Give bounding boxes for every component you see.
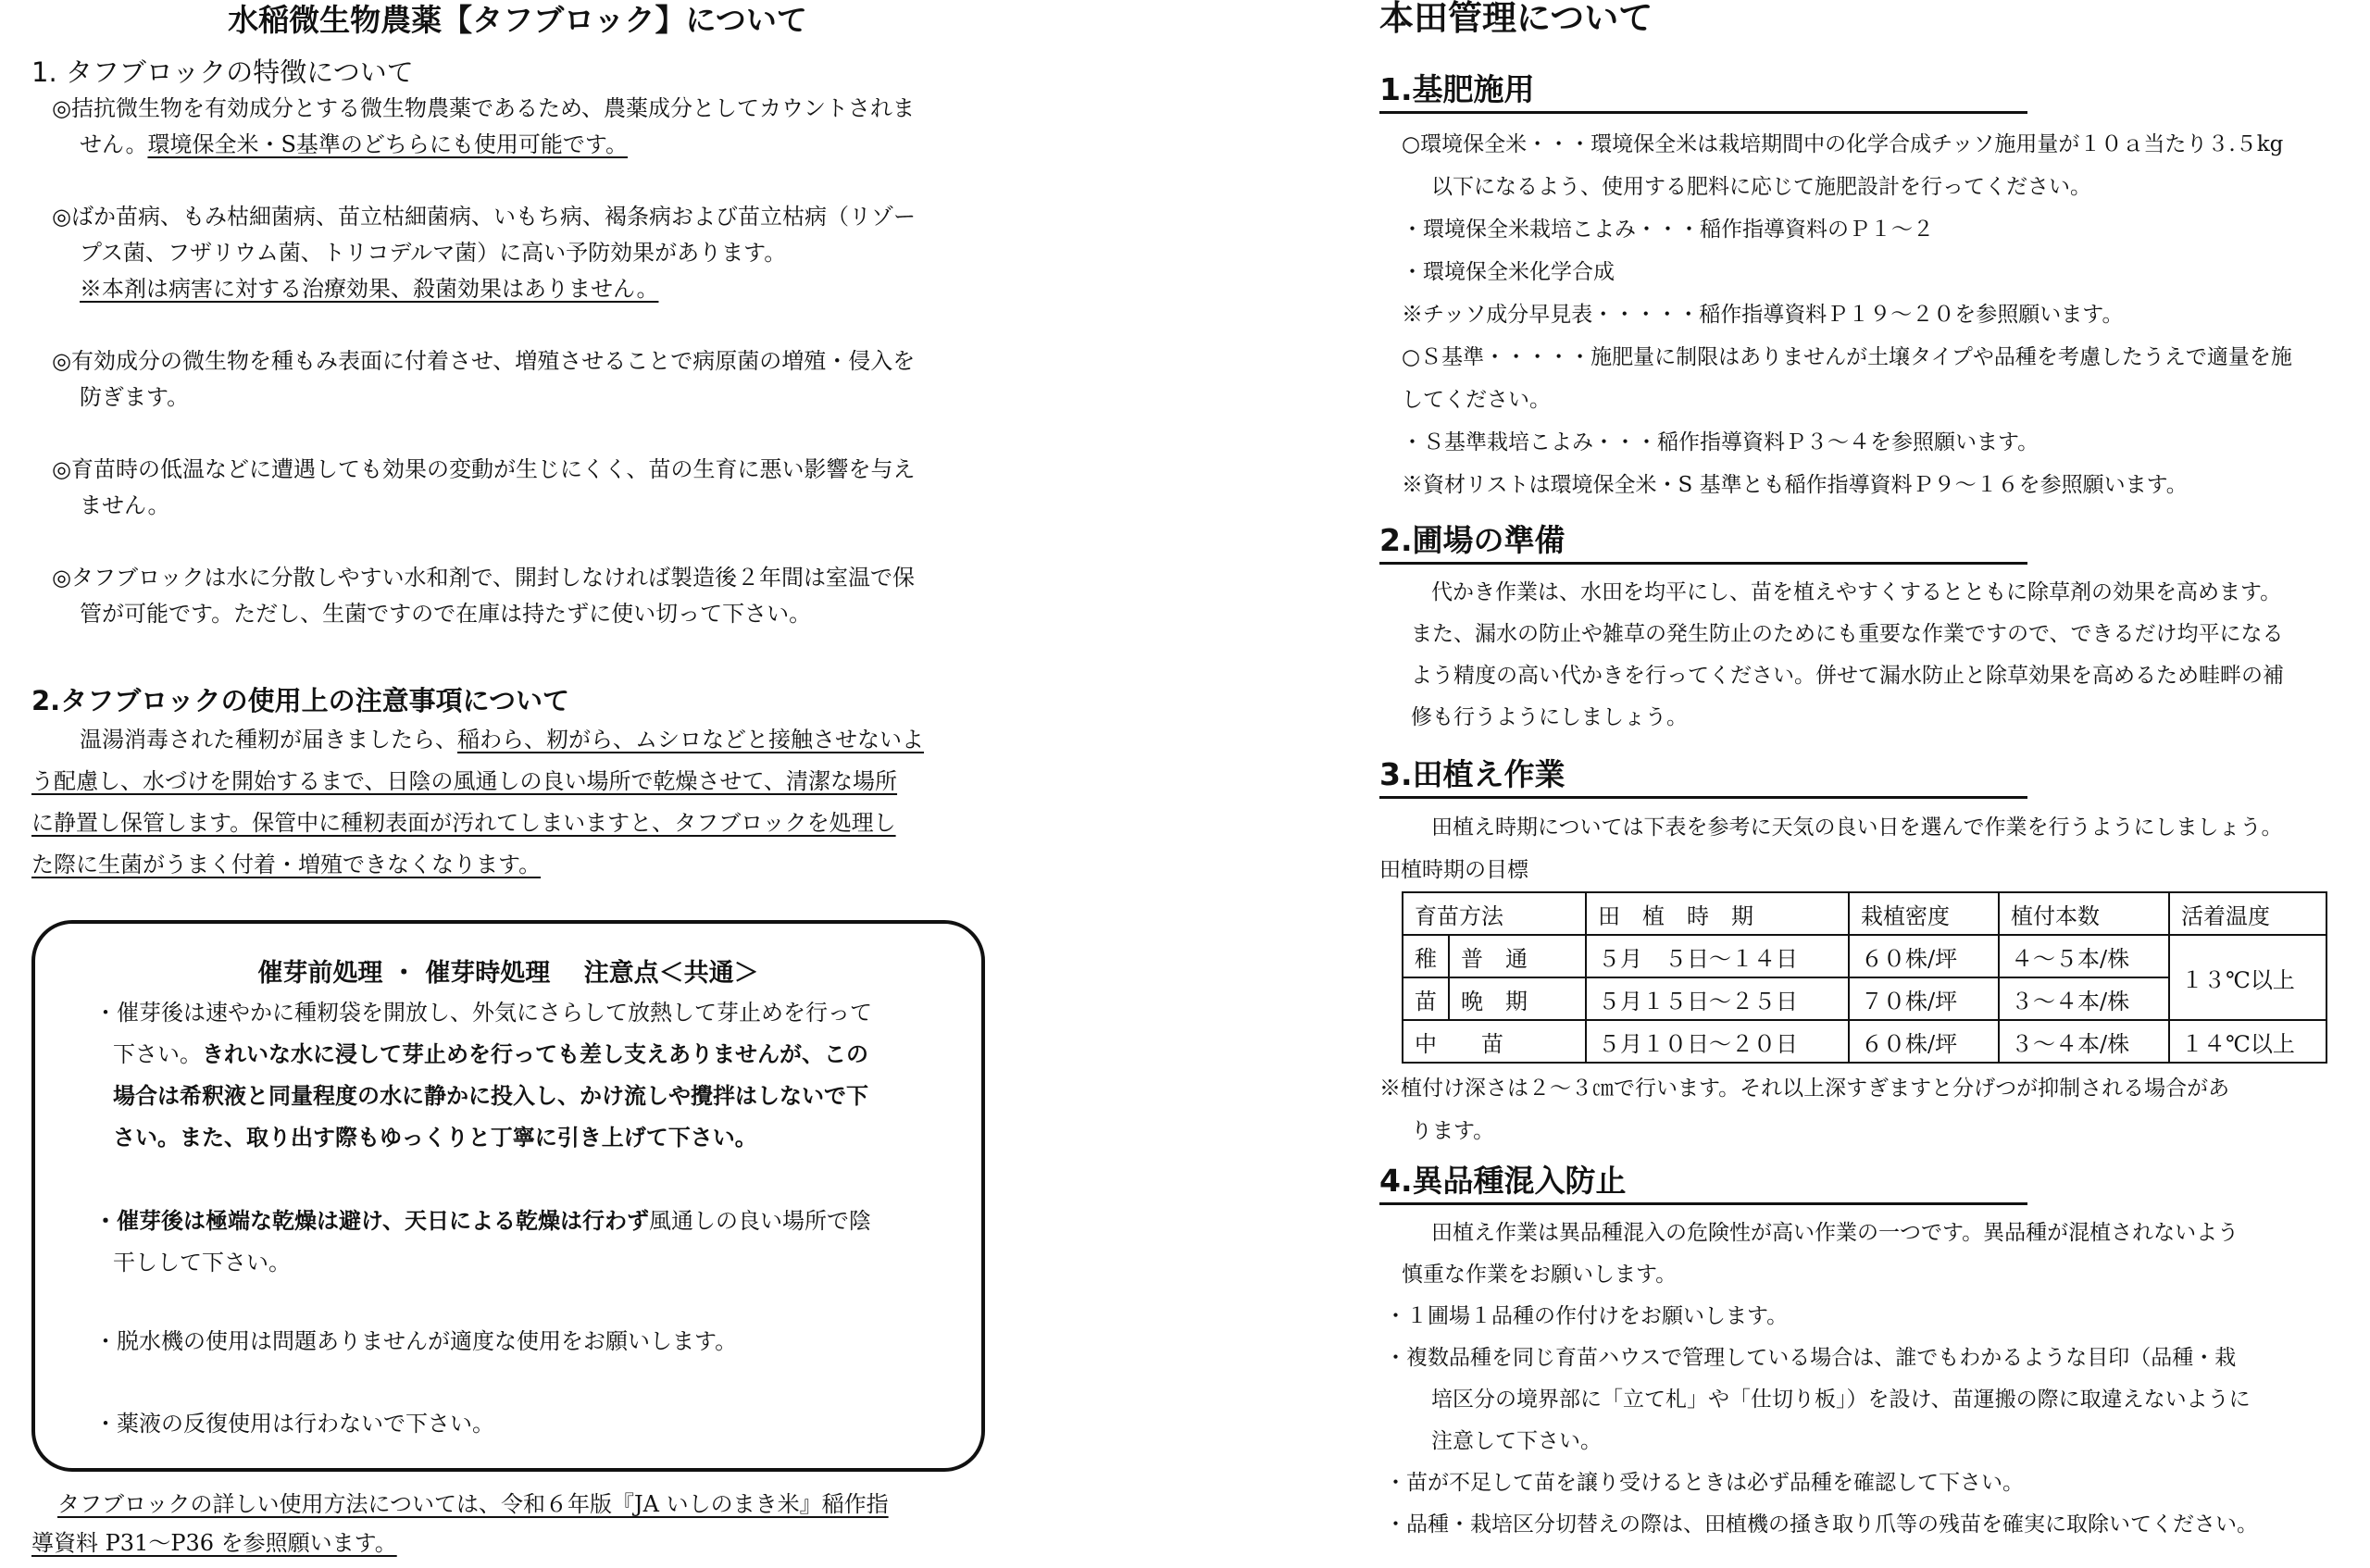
paragraph: 防ぎます。	[80, 384, 190, 410]
section-heading: 3.田植え作業	[1379, 755, 2027, 799]
text-line: してください。	[1402, 388, 1551, 412]
text-line: ・環境保全米栽培こよみ・・・稲作指導資料のＰ１〜２	[1402, 218, 1934, 242]
section-usage	[31, 682, 1004, 886]
text-line: ・複数品種を同じ育苗ハウスで管理している場合は、誰でもわかるような目印（品種・栽	[1385, 1346, 2237, 1370]
text-line: ・苗が不足して苗を譲り受けるときは必ず品種を確認して下さい。	[1385, 1471, 2024, 1495]
box-item: ・薬液の反復使用は行わないで下さい。	[94, 1411, 494, 1437]
section-contamination	[1379, 1162, 2351, 1546]
table-caption: 田植時期の目標	[1379, 858, 1528, 882]
text-line: ○Ｓ基準・・・・・施肥量に制限はありませんが土壌タイプや品種を考慮したうえで適量を施	[1402, 345, 2292, 369]
paragraph: ◎有効成分の微生物を種もみ表面に付着させ、増殖させることで病原菌の増殖・侵入を	[52, 348, 916, 374]
text-line: ・１圃場１品種の作付けをお願いします。	[1385, 1304, 1789, 1328]
paragraph: ◎拮抗微生物を有効成分とする微生物農薬であるため、農薬成分としてカウントされま	[52, 95, 915, 121]
text-line: ※資材リストは環境保全米・S 基準とも稲作指導資料Ｐ９〜１６を参照願います。	[1402, 473, 2188, 497]
paragraph: ません。	[80, 492, 170, 518]
box-item: ・催芽後は極端な乾燥は避け、天日による乾燥は行わず風通しの良い場所で陰 干しして下さい。	[94, 1208, 872, 1276]
text-line: 代かき作業は、水田を均平にし、苗を植えやすくするとともに除草剤の効果を高めます。	[1431, 580, 2282, 604]
section-heading: 1.基肥施用	[1379, 70, 2027, 114]
right-title: 本田管理について	[1379, 0, 1653, 38]
table-header-row: 育苗方法 田 植 時 期 栽植密度 植付本数 活着温度	[1403, 892, 2326, 935]
text-line: よう精度の高い代かきを行ってください。併せて漏水防止と除草効果を高めるため畦畔の補	[1411, 664, 2284, 688]
section-fertilizer	[1379, 70, 2351, 506]
paragraph: に静置し保管します。保管中に種籾表面が汚れてしまいますと、タフブロックを処理し	[31, 810, 896, 836]
text-line: 注意して下さい。	[1431, 1429, 1602, 1453]
planting-table	[1402, 891, 2327, 1064]
section-planting	[1379, 755, 2351, 1152]
text-line: ※植付け深さは２〜３㎝で行います。それ以上深すぎますと分げつが抑制される場合があ	[1379, 1076, 2230, 1101]
paragraph: う配慮し、水づけを開始するまで、日陰の風通しの良い場所で乾燥させて、清潔な場所	[31, 768, 898, 794]
box-item: ・催芽後は速やかに種籾袋を開放し、外気にさらして放熱して芽止めを行って 下さい。きれいな水に浸して芽止めを行っても差し支えありませんが、この 場合は希釈液と同量程度の水に静かに投入し、かけ流しや攪拌はしないで下 さい。また、取り出す際もゆっくりと丁寧に引き上げて下さい。	[94, 1000, 872, 1151]
text-line: ○環境保全米・・・環境保全米は栽培期間中の化学合成チッソ施用量が１０ａ当たり３.５kg	[1402, 132, 2284, 156]
table-row: 稚 普 通 ５月 ５日〜１４日 ６０株/坪 ４〜５本/株 １３℃以上	[1403, 935, 2326, 977]
section-field-prep	[1379, 521, 2351, 739]
text-line: ※チッソ成分早見表・・・・・稲作指導資料Ｐ１９〜２０を参照願います。	[1402, 303, 2124, 327]
paragraph: ◎タフブロックは水に分散しやすい水和剤で、開封しなければ製造後２年間は室温で保	[52, 565, 915, 591]
table-row: 中 苗 ５月１０日〜２０日 ６０株/坪 ３〜４本/株 １４℃以上	[1403, 1020, 2326, 1063]
text-line: ・Ｓ基準栽培こよみ・・・稲作指導資料Ｐ３〜４を参照願います。	[1402, 430, 2039, 454]
text-line: ・品種・栽培区分切替えの際は、田植機の掻き取り爪等の残苗を確実に取除いてください。	[1385, 1512, 2258, 1537]
right-column	[1379, 0, 2351, 1546]
section-heading: 2.タフブロックの使用上の注意事項について	[31, 685, 570, 716]
section-features	[31, 54, 1004, 632]
text-line: ・環境保全米化学合成	[1402, 260, 1615, 284]
section-heading: 2.圃場の準備	[1379, 521, 2027, 565]
text-line: 慎重な作業をお願いします。	[1402, 1263, 1678, 1287]
paragraph: せん。環境保全米・S基準のどちらにも使用可能です。	[80, 131, 628, 157]
paragraph: 管が可能です。ただし、生菌ですので在庫は持たずに使い切って下さい。	[80, 601, 812, 627]
text-line: また、漏水の防止や雑草の発生防止のためにも重要な作業ですので、できるだけ均平になる	[1411, 622, 2284, 646]
section-heading: 4.異品種混入防止	[1379, 1162, 2027, 1205]
text-line: 培区分の境界部に「立て札」や「仕切り板」）を設け、苗運搬の際に取違えないように	[1431, 1388, 2251, 1412]
box-item: ・脱水機の使用は問題ありませんが適度な使用をお願いします。	[94, 1328, 738, 1354]
paragraph: プス菌、フザリウム菌、トリコデルマ菌）に高い予防効果があります。	[80, 240, 787, 266]
box-title: 催芽前処理 ・ 催芽時処理 注意点＜共通＞	[257, 959, 759, 988]
section-heading: 1. タフブロックの特徴について	[31, 56, 414, 88]
left-footer: タフブロックの詳しい使用方法については、令和６年版『JA いしのまき米』稲作指 導資料 P31〜P36 を参照願います。	[31, 1491, 889, 1556]
text-line: 修も行うようにしましょう。	[1411, 705, 1688, 729]
left-column	[31, 0, 1004, 1556]
table-row: 苗 晩 期 ５月１５日〜２５日 ７０株/坪 ３〜４本/株	[1403, 977, 2326, 1020]
paragraph: ◎育苗時の低温などに遭遇しても効果の変動が生じにくく、苗の生育に悪い影響を与え	[52, 456, 916, 482]
paragraph: ◎ばか苗病、もみ枯細菌病、苗立枯細菌病、いもち病、褐条病および苗立枯病（リゾー	[52, 204, 916, 230]
left-title: 水稲微生物農薬【タフブロック】について	[228, 2, 807, 38]
paragraph: た際に生菌がうまく付着・増殖できなくなります。	[31, 852, 542, 877]
text-line: ります。	[1411, 1119, 1495, 1143]
text-line: 以下になるよう、使用する肥料に応じて施肥設計を行ってください。	[1431, 175, 2091, 199]
paragraph: 温湯消毒された種籾が届きましたら、稲わら、籾がら、ムシロなどと接触させないよ	[80, 727, 924, 753]
paragraph: ※本剤は病害に対する治療効果、殺菌効果はありません。	[80, 276, 659, 302]
caution-box	[31, 920, 985, 1472]
text-line: 田植え作業は異品種混入の危険性が高い作業の一つです。異品種が混植されないよう	[1431, 1221, 2239, 1245]
text-line: 田植え時期については下表を参考に天気の良い日を選んで作業を行うようにしましょう。	[1431, 815, 2283, 840]
